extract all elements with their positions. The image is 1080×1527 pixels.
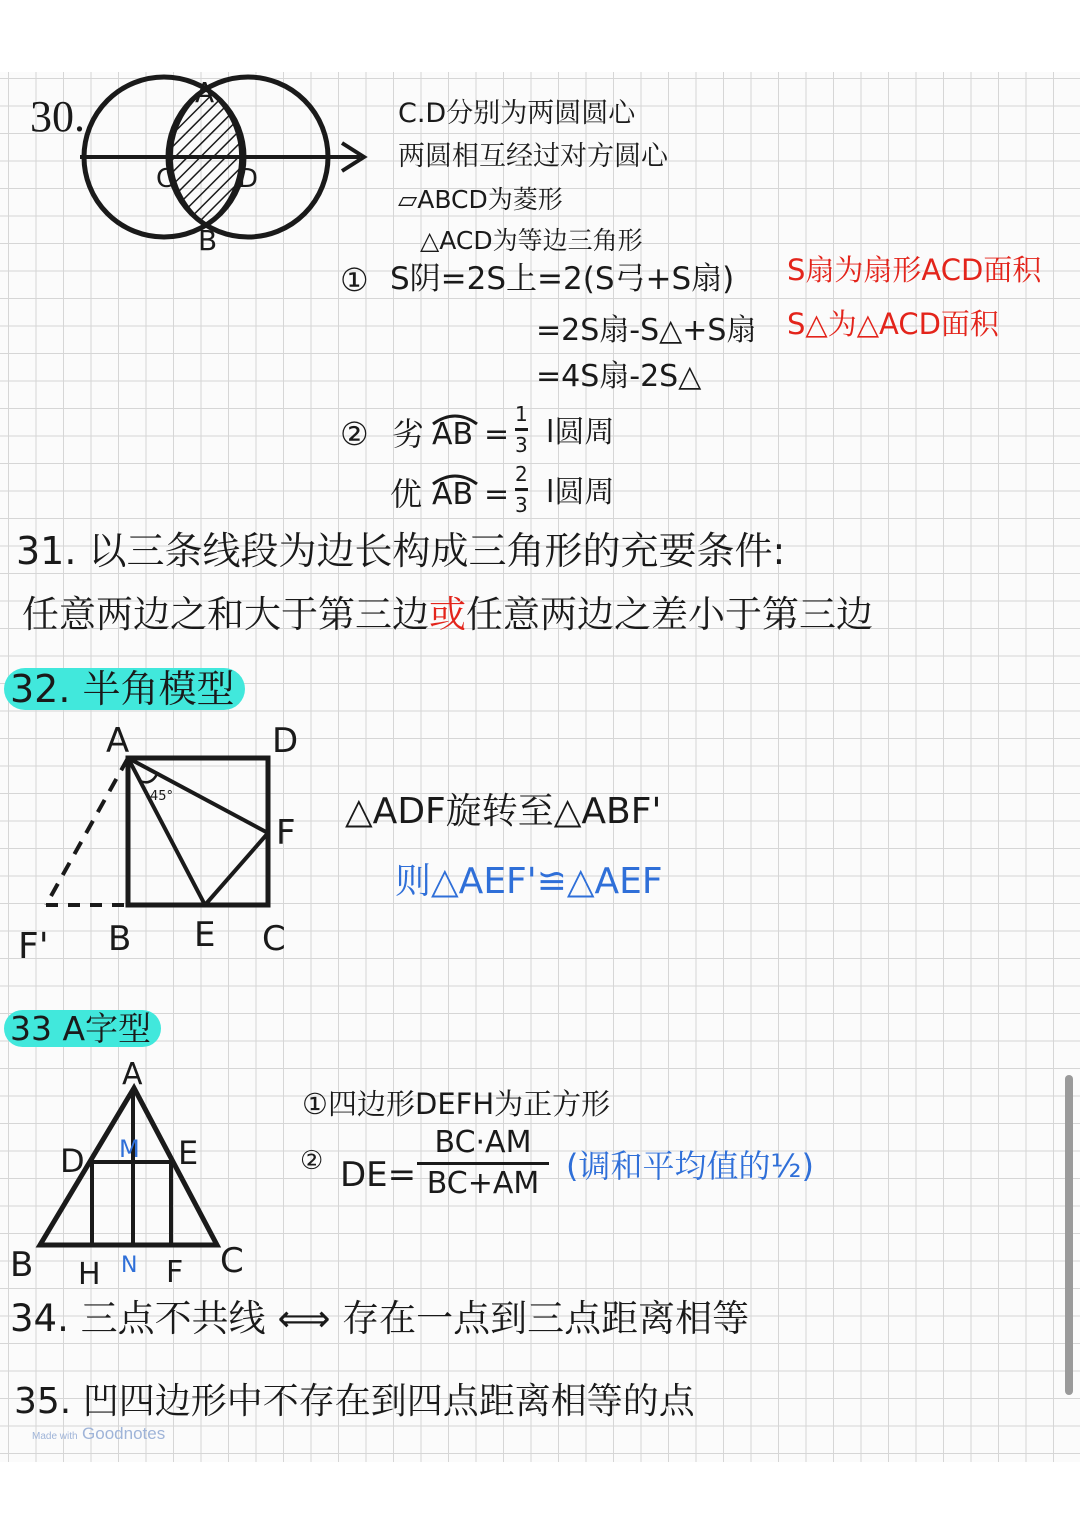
q30-step1-line-3: =4S扇-2S△ [536, 359, 702, 394]
q32-label-b: B [108, 919, 132, 959]
q33-label-h: H [78, 1257, 101, 1292]
q33-label-f: F [166, 1255, 184, 1290]
q30-minor-num: 1 [515, 402, 528, 426]
q33-label-c: C [220, 1241, 244, 1281]
q32-label-c: C [262, 919, 286, 959]
q30-major-eq: = [484, 477, 510, 512]
q32-note-congruent: 则△AEF'≌△AEF [395, 861, 663, 902]
q30-note-1: C.D分别为两圆圆心 [398, 98, 636, 129]
q33-label-m: M [119, 1135, 140, 1163]
q33-de-label: DE= [340, 1155, 417, 1195]
q33-marker-2: ② [300, 1146, 324, 1176]
q30-label-d: D [238, 164, 259, 194]
q31-condition-diff: 任意两边之差小于第三边 [466, 593, 873, 636]
q30-minor-prefix: 劣 [392, 415, 425, 453]
q30-minor-suffix: l圆周 [546, 415, 615, 450]
q32-label-f-prime: F' [18, 926, 49, 967]
q33-label-b: B [10, 1245, 34, 1285]
q32-label-e: E [194, 915, 216, 955]
q30-major-prefix: 优 [390, 475, 423, 513]
q31-line-1: 31. 以三条线段为边长构成三角形的充要条件: [16, 529, 786, 573]
watermark-brand: Goodnotes [82, 1424, 166, 1443]
q33-numerator: BC·AM [434, 1125, 532, 1160]
q32-label-d: D [272, 721, 299, 761]
q30-minor-eq: = [484, 417, 510, 452]
q30-major-den: 3 [515, 493, 528, 517]
q32-note-rotate: △ADF旋转至△ABF' [345, 791, 662, 832]
q31-condition-sum: 任意两边之和大于第三边 [22, 593, 429, 636]
q30-step2-marker: ② [340, 415, 369, 453]
q30-minor-den: 3 [515, 433, 528, 457]
q33-label-n: N [121, 1253, 138, 1278]
q33-label-e: E [178, 1134, 199, 1172]
q33-denominator: BC+AM [426, 1166, 540, 1201]
q33-note-square: ①四边形DEFH为正方形 [302, 1087, 611, 1121]
q32-label-a: A [106, 721, 130, 761]
q30-major-arc-label: AB [432, 477, 474, 512]
q30-number: 30. [30, 92, 85, 141]
q30-red-note-1: S扇为扇形ACD面积 [787, 253, 1042, 287]
q32-angle-label: 45° [150, 789, 174, 804]
q30-red-note-2: S△为△ACD面积 [787, 307, 999, 341]
q30-step1-line-1: S阴=2S上=2(S弓+S扇) [390, 261, 735, 297]
q30-label-c: C [156, 164, 175, 194]
q30-major-num: 2 [515, 462, 528, 486]
q33-note-harmonic: (调和平均值的½) [566, 1147, 814, 1185]
q33-fraction [417, 1125, 549, 1201]
q33-label-d: D [60, 1142, 85, 1180]
q30-note-2: 两圆相互经过对方圆心 [398, 141, 668, 172]
q32-title: 32. 半角模型 [4, 668, 245, 710]
q30-note-3: ▱ABCD为菱形 [398, 185, 563, 214]
goodnotes-watermark [32, 1424, 165, 1444]
q30-label-b: B [198, 224, 218, 257]
q33-label-a: A [122, 1057, 143, 1092]
q35-text: 35. 凹四边形中不存在到四点距离相等的点 [14, 1381, 695, 1422]
q30-label-a: A [195, 76, 215, 109]
q30-note-4: △ACD为等边三角形 [420, 226, 643, 255]
q30-step1-marker: ① [340, 261, 369, 299]
q30-minor-arc-label: AB [432, 417, 474, 452]
q30-major-suffix: l圆周 [546, 475, 615, 510]
q32-label-f: F [276, 813, 296, 853]
q30-step1-line-2: =2S扇-S△+S扇 [536, 313, 757, 348]
q31-or: 或 [429, 593, 466, 636]
q33-title: 33 A字型 [4, 1010, 161, 1047]
watermark-prefix: Made with [32, 1431, 78, 1442]
q34-text: 34. 三点不共线 ⟺ 存在一点到三点距离相等 [10, 1297, 750, 1340]
vertical-scrollbar[interactable] [1065, 1075, 1073, 1395]
